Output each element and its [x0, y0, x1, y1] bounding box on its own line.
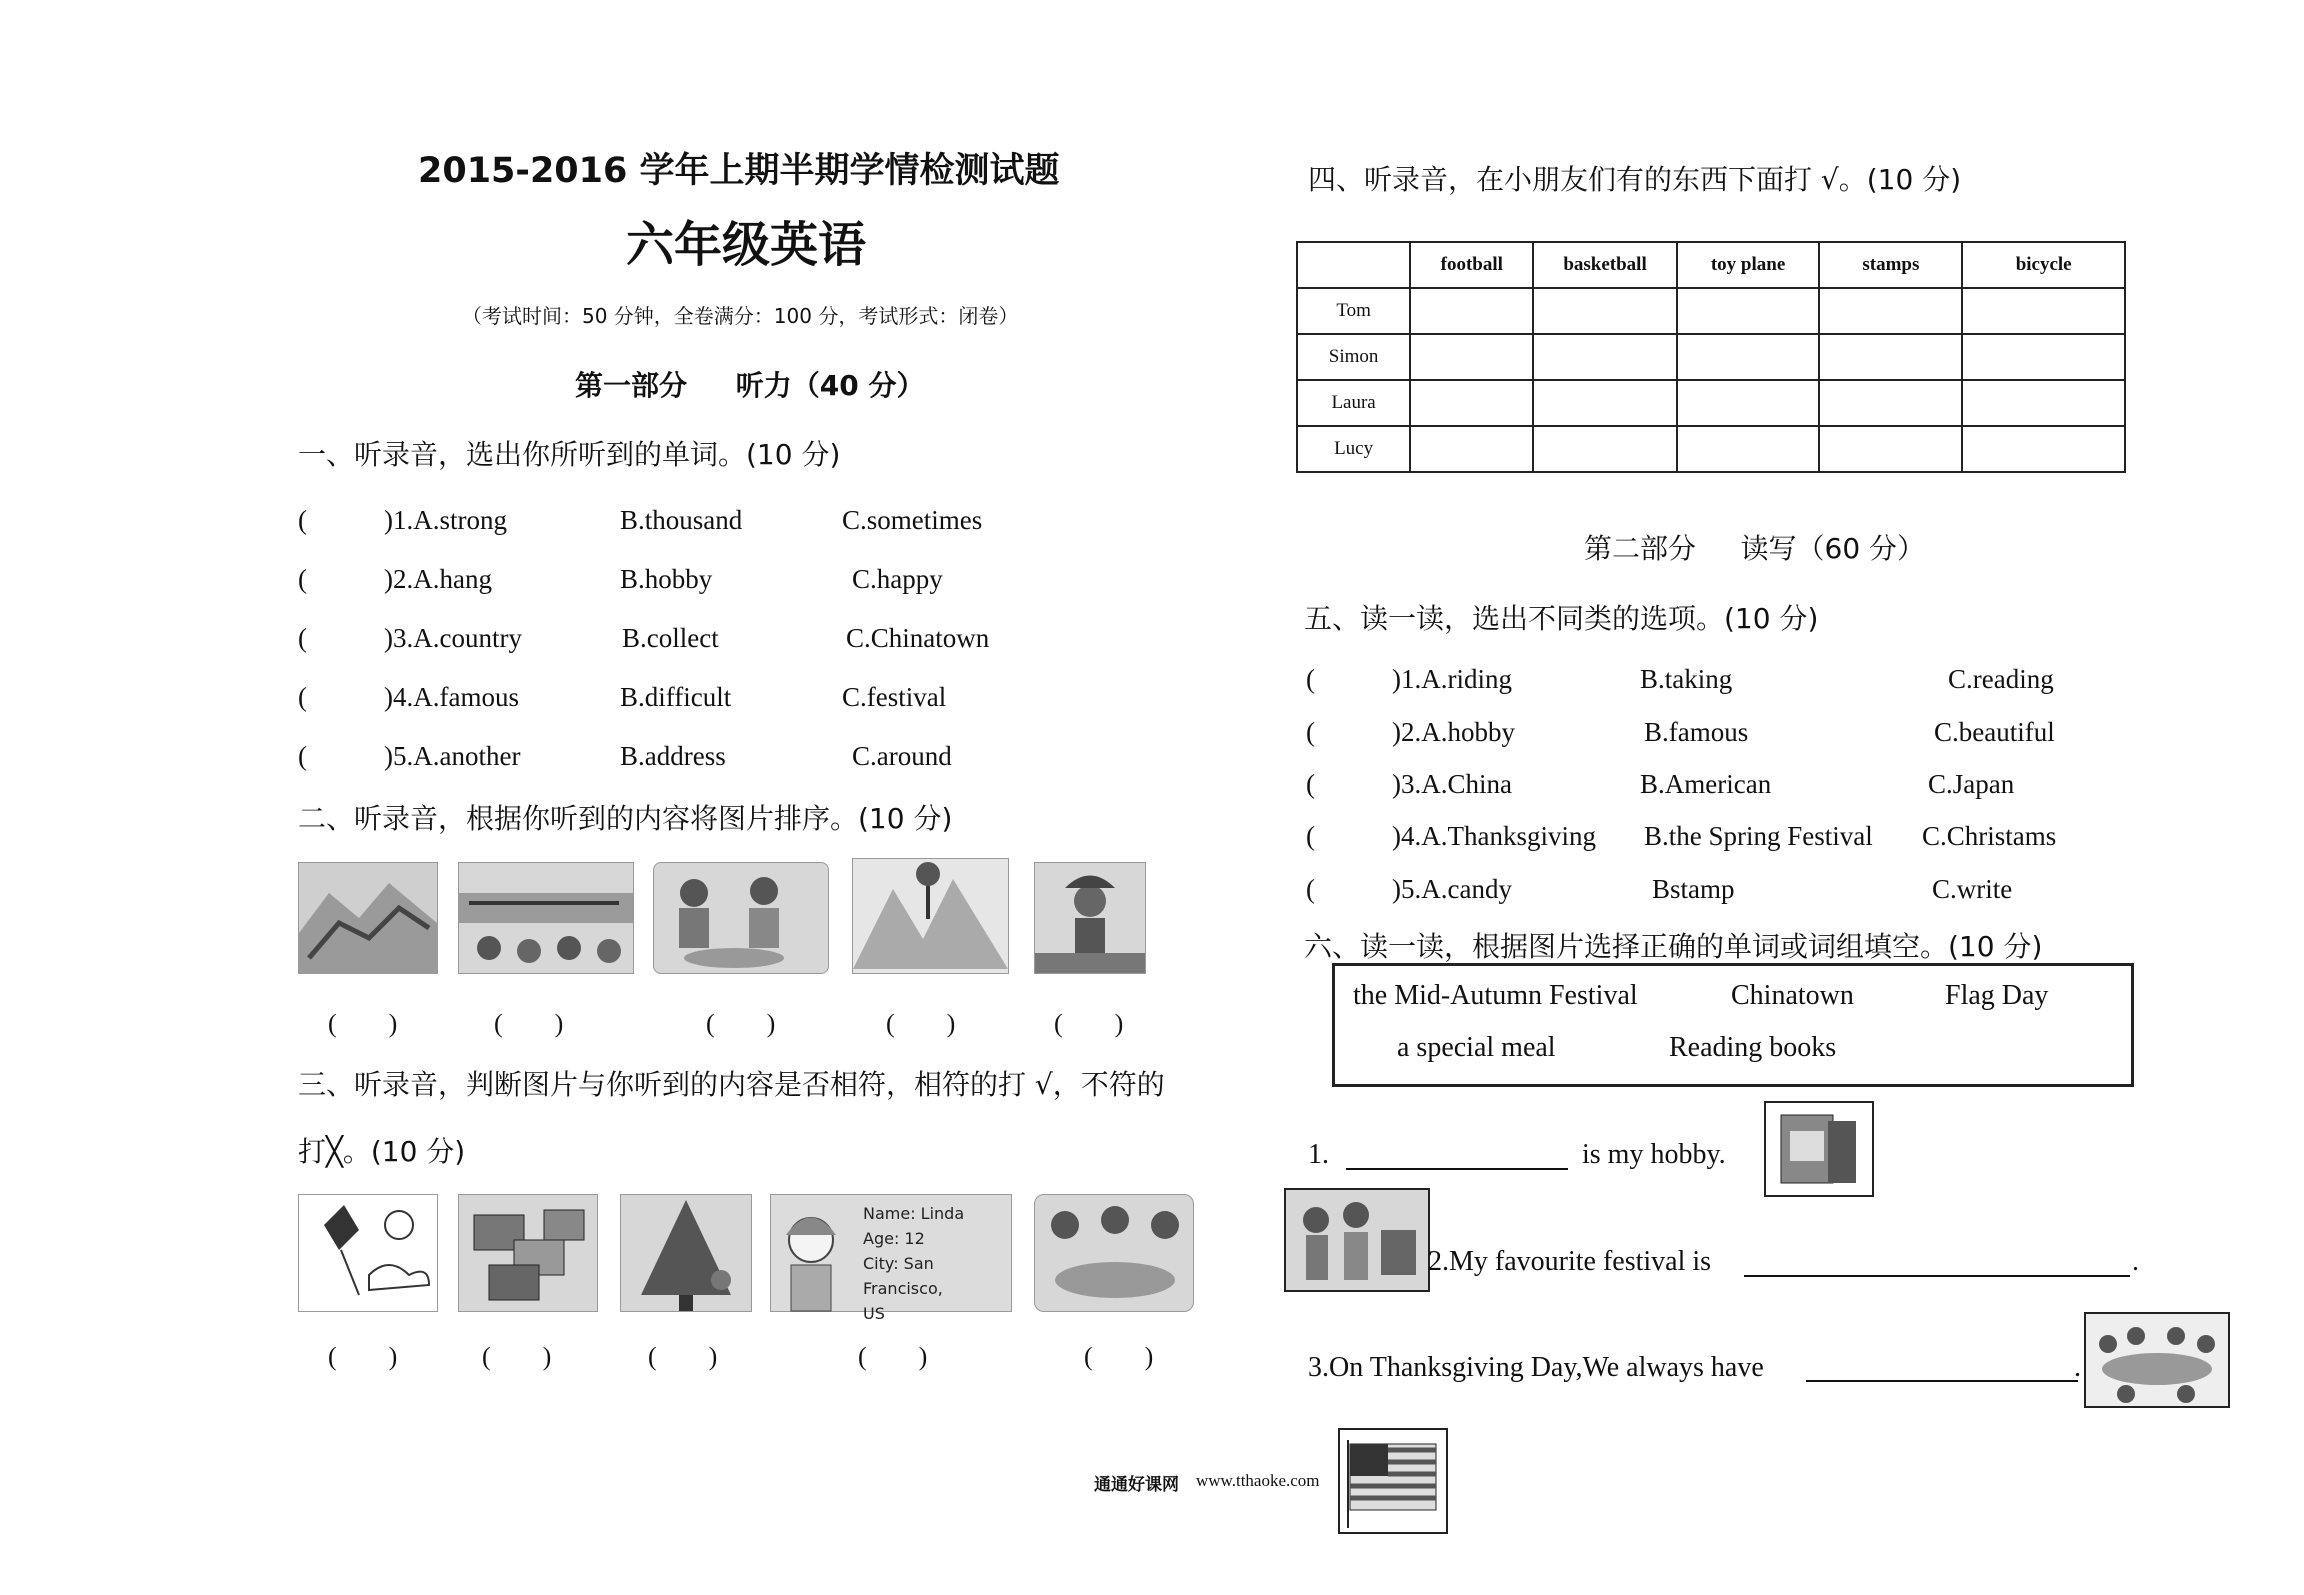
option-a: )3.A.country [384, 623, 522, 653]
check-cell[interactable] [1819, 288, 1962, 334]
family-meal-picture [1034, 1194, 1194, 1312]
s3-answer-3[interactable]: ( ) [648, 1342, 718, 1371]
check-cell[interactable] [1962, 334, 2125, 380]
check-cell[interactable] [1410, 380, 1533, 426]
check-cell[interactable] [1677, 334, 1820, 380]
check-cell[interactable] [1410, 426, 1533, 472]
q1-number: 1. [1308, 1139, 1329, 1170]
word-special-meal: a special meal [1397, 1032, 1556, 1063]
option-a: )2.A.hang [384, 564, 492, 594]
option-b: B.collect [622, 623, 719, 653]
kite-picture [298, 1194, 438, 1312]
check-cell[interactable] [1962, 288, 2125, 334]
thanksgiving-dinner-picture [2084, 1312, 2230, 1408]
footer-site-url[interactable]: www.tthaoke.com [1196, 1471, 1320, 1490]
card-age: Age: 12 [863, 1229, 925, 1248]
check-cell[interactable] [1962, 426, 2125, 472]
check-cell[interactable] [1677, 426, 1820, 472]
option-c: C.Christams [1922, 821, 2057, 851]
col-header: football [1410, 242, 1533, 288]
check-cell[interactable] [1819, 334, 1962, 380]
option-a: )1.A.riding [1392, 664, 1512, 694]
s3-answer-4[interactable]: ( ) [858, 1342, 928, 1371]
check-cell[interactable] [1677, 288, 1820, 334]
row-label: Lucy [1297, 426, 1410, 472]
option-a: )4.A.Thanksgiving [1392, 821, 1596, 851]
col-header: toy plane [1677, 242, 1820, 288]
option-b: B.address [620, 741, 726, 771]
option-b: Bstamp [1652, 874, 1735, 904]
option-c: C.festival [842, 682, 947, 712]
table-row [1297, 380, 2125, 426]
exam-info: （考试时间：50 分钟，全卷满分：100 分，考试形式：闭卷） [462, 304, 1019, 328]
mountain-scenery-picture [852, 858, 1009, 974]
option-a: )5.A.candy [1392, 874, 1512, 904]
girl-costume-picture [1034, 862, 1146, 974]
option-a: )3.A.China [1392, 769, 1512, 799]
section3-title-line2: 打╳。(10 分) [298, 1135, 466, 1168]
footer-site-name: 通通好课网 [1094, 1475, 1179, 1495]
option-c: C.write [1932, 874, 2013, 904]
mid-autumn-picture [1284, 1188, 1430, 1292]
option-c: C.sometimes [842, 505, 983, 535]
flag-picture [1338, 1428, 1448, 1534]
q2-answer-blank[interactable] [1744, 1275, 2130, 1277]
word-mid-autumn: the Mid-Autumn Festival [1353, 980, 1638, 1011]
check-cell[interactable] [1819, 426, 1962, 472]
section4-title: 四、听录音，在小朋友们有的东西下面打 √。(10 分) [1308, 163, 1962, 196]
check-cell[interactable] [1410, 334, 1533, 380]
option-b: B.the Spring Festival [1644, 821, 1873, 851]
check-cell[interactable] [1533, 380, 1676, 426]
subject-title: 六年级英语 [626, 217, 867, 273]
table-row [1297, 288, 2125, 334]
q3-text: 3.On Thanksgiving Day,We always have [1308, 1352, 1764, 1383]
option-b: B.thousand [620, 505, 743, 535]
option-c: C.reading [1948, 664, 2054, 694]
option-b: B.hobby [620, 564, 713, 594]
s2-answer-1[interactable]: ( ) [328, 1009, 398, 1038]
check-cell[interactable] [1962, 380, 2125, 426]
option-b: B.famous [1644, 717, 1749, 747]
col-header: bicycle [1962, 242, 2125, 288]
family-dinner-picture [653, 862, 829, 974]
option-c: C.beautiful [1934, 717, 2055, 747]
word-reading-books: Reading books [1669, 1032, 1837, 1063]
section6-title: 六、读一读，根据图片选择正确的单词或词组填空。(10 分) [1304, 930, 2043, 963]
row-label: Simon [1297, 334, 1410, 380]
books-picture [1764, 1101, 1874, 1197]
check-cell[interactable] [1533, 426, 1676, 472]
dragon-boat-picture [458, 862, 634, 974]
check-cell[interactable] [1819, 380, 1962, 426]
q3-end: . [2074, 1352, 2081, 1383]
stamps-picture [458, 1194, 598, 1312]
s3-answer-1[interactable]: ( ) [328, 1342, 398, 1371]
s2-answer-3[interactable]: ( ) [706, 1009, 776, 1038]
option-a: )5.A.another [384, 741, 521, 771]
great-wall-picture [298, 862, 438, 974]
check-cell[interactable] [1677, 380, 1820, 426]
answer-paren: ( [1306, 874, 1315, 904]
col-header: basketball [1533, 242, 1676, 288]
profile-card-picture [770, 1194, 1012, 1323]
card-country: US [863, 1304, 885, 1323]
q2-end: . [2132, 1246, 2139, 1277]
option-b: B.difficult [620, 682, 732, 712]
christmas-tree-picture [620, 1194, 752, 1312]
s2-answer-5[interactable]: ( ) [1054, 1009, 1124, 1038]
check-cell[interactable] [1410, 288, 1533, 334]
answer-paren: ( [298, 623, 307, 653]
check-cell[interactable] [1533, 334, 1676, 380]
section3-title-line1: 三、听录音，判断图片与你听到的内容是否相符，相符的打 √，不符的 [298, 1068, 1165, 1101]
section5-title: 五、读一读，选出不同类的选项。(10 分) [1304, 602, 1819, 635]
part1-title: 第一部分 听力（40 分） [575, 369, 925, 402]
answer-paren: ( [1306, 717, 1315, 747]
option-c: C.Japan [1928, 769, 2015, 799]
answer-paren: ( [298, 741, 307, 771]
table-corner [1297, 242, 1410, 288]
option-c: C.happy [852, 564, 943, 594]
option-a: )4.A.famous [384, 682, 519, 712]
s2-answer-2[interactable]: ( ) [494, 1009, 564, 1038]
answer-paren: ( [298, 682, 307, 712]
word-bank-box [1332, 963, 2134, 1087]
word-chinatown: Chinatown [1731, 980, 1854, 1011]
table-row [1297, 334, 2125, 380]
answer-paren: ( [1306, 821, 1315, 851]
option-b: B.taking [1640, 664, 1733, 694]
answer-paren: ( [1306, 664, 1315, 694]
q1-text: is my hobby. [1582, 1139, 1726, 1170]
s2-answer-4[interactable]: ( ) [886, 1009, 956, 1038]
col-header: stamps [1819, 242, 1962, 288]
q2-text: 2.My favourite festival is [1428, 1246, 1712, 1277]
s3-answer-2[interactable]: ( ) [482, 1342, 552, 1371]
option-a: )1.A.strong [384, 505, 507, 535]
ownership-table [1296, 241, 2126, 473]
option-c: C.Chinatown [846, 623, 990, 653]
q1-answer-blank[interactable] [1346, 1168, 1568, 1170]
check-cell[interactable] [1533, 288, 1676, 334]
part2-title: 第二部分 读写（60 分） [1584, 532, 1926, 565]
row-label: Laura [1297, 380, 1410, 426]
table-row [1297, 426, 2125, 472]
section1-title: 一、听录音，选出你所听到的单词。(10 分) [298, 438, 841, 471]
answer-paren: ( [298, 505, 307, 535]
card-city: City: San Francisco, [863, 1254, 943, 1298]
row-label: Tom [1297, 288, 1410, 334]
exam-title: 2015-2016 学年上期半期学情检测试题 [418, 151, 1060, 191]
word-flag-day: Flag Day [1945, 980, 2049, 1011]
section2-title: 二、听录音，根据你听到的内容将图片排序。(10 分) [298, 802, 953, 835]
option-c: C.around [852, 741, 952, 771]
card-name: Name: Linda [863, 1204, 965, 1223]
answer-paren: ( [1306, 769, 1315, 799]
answer-paren: ( [298, 564, 307, 594]
s3-answer-5[interactable]: ( ) [1084, 1342, 1154, 1371]
option-b: B.American [1640, 769, 1772, 799]
option-a: )2.A.hobby [1392, 717, 1515, 747]
q3-answer-blank[interactable] [1806, 1380, 2078, 1382]
